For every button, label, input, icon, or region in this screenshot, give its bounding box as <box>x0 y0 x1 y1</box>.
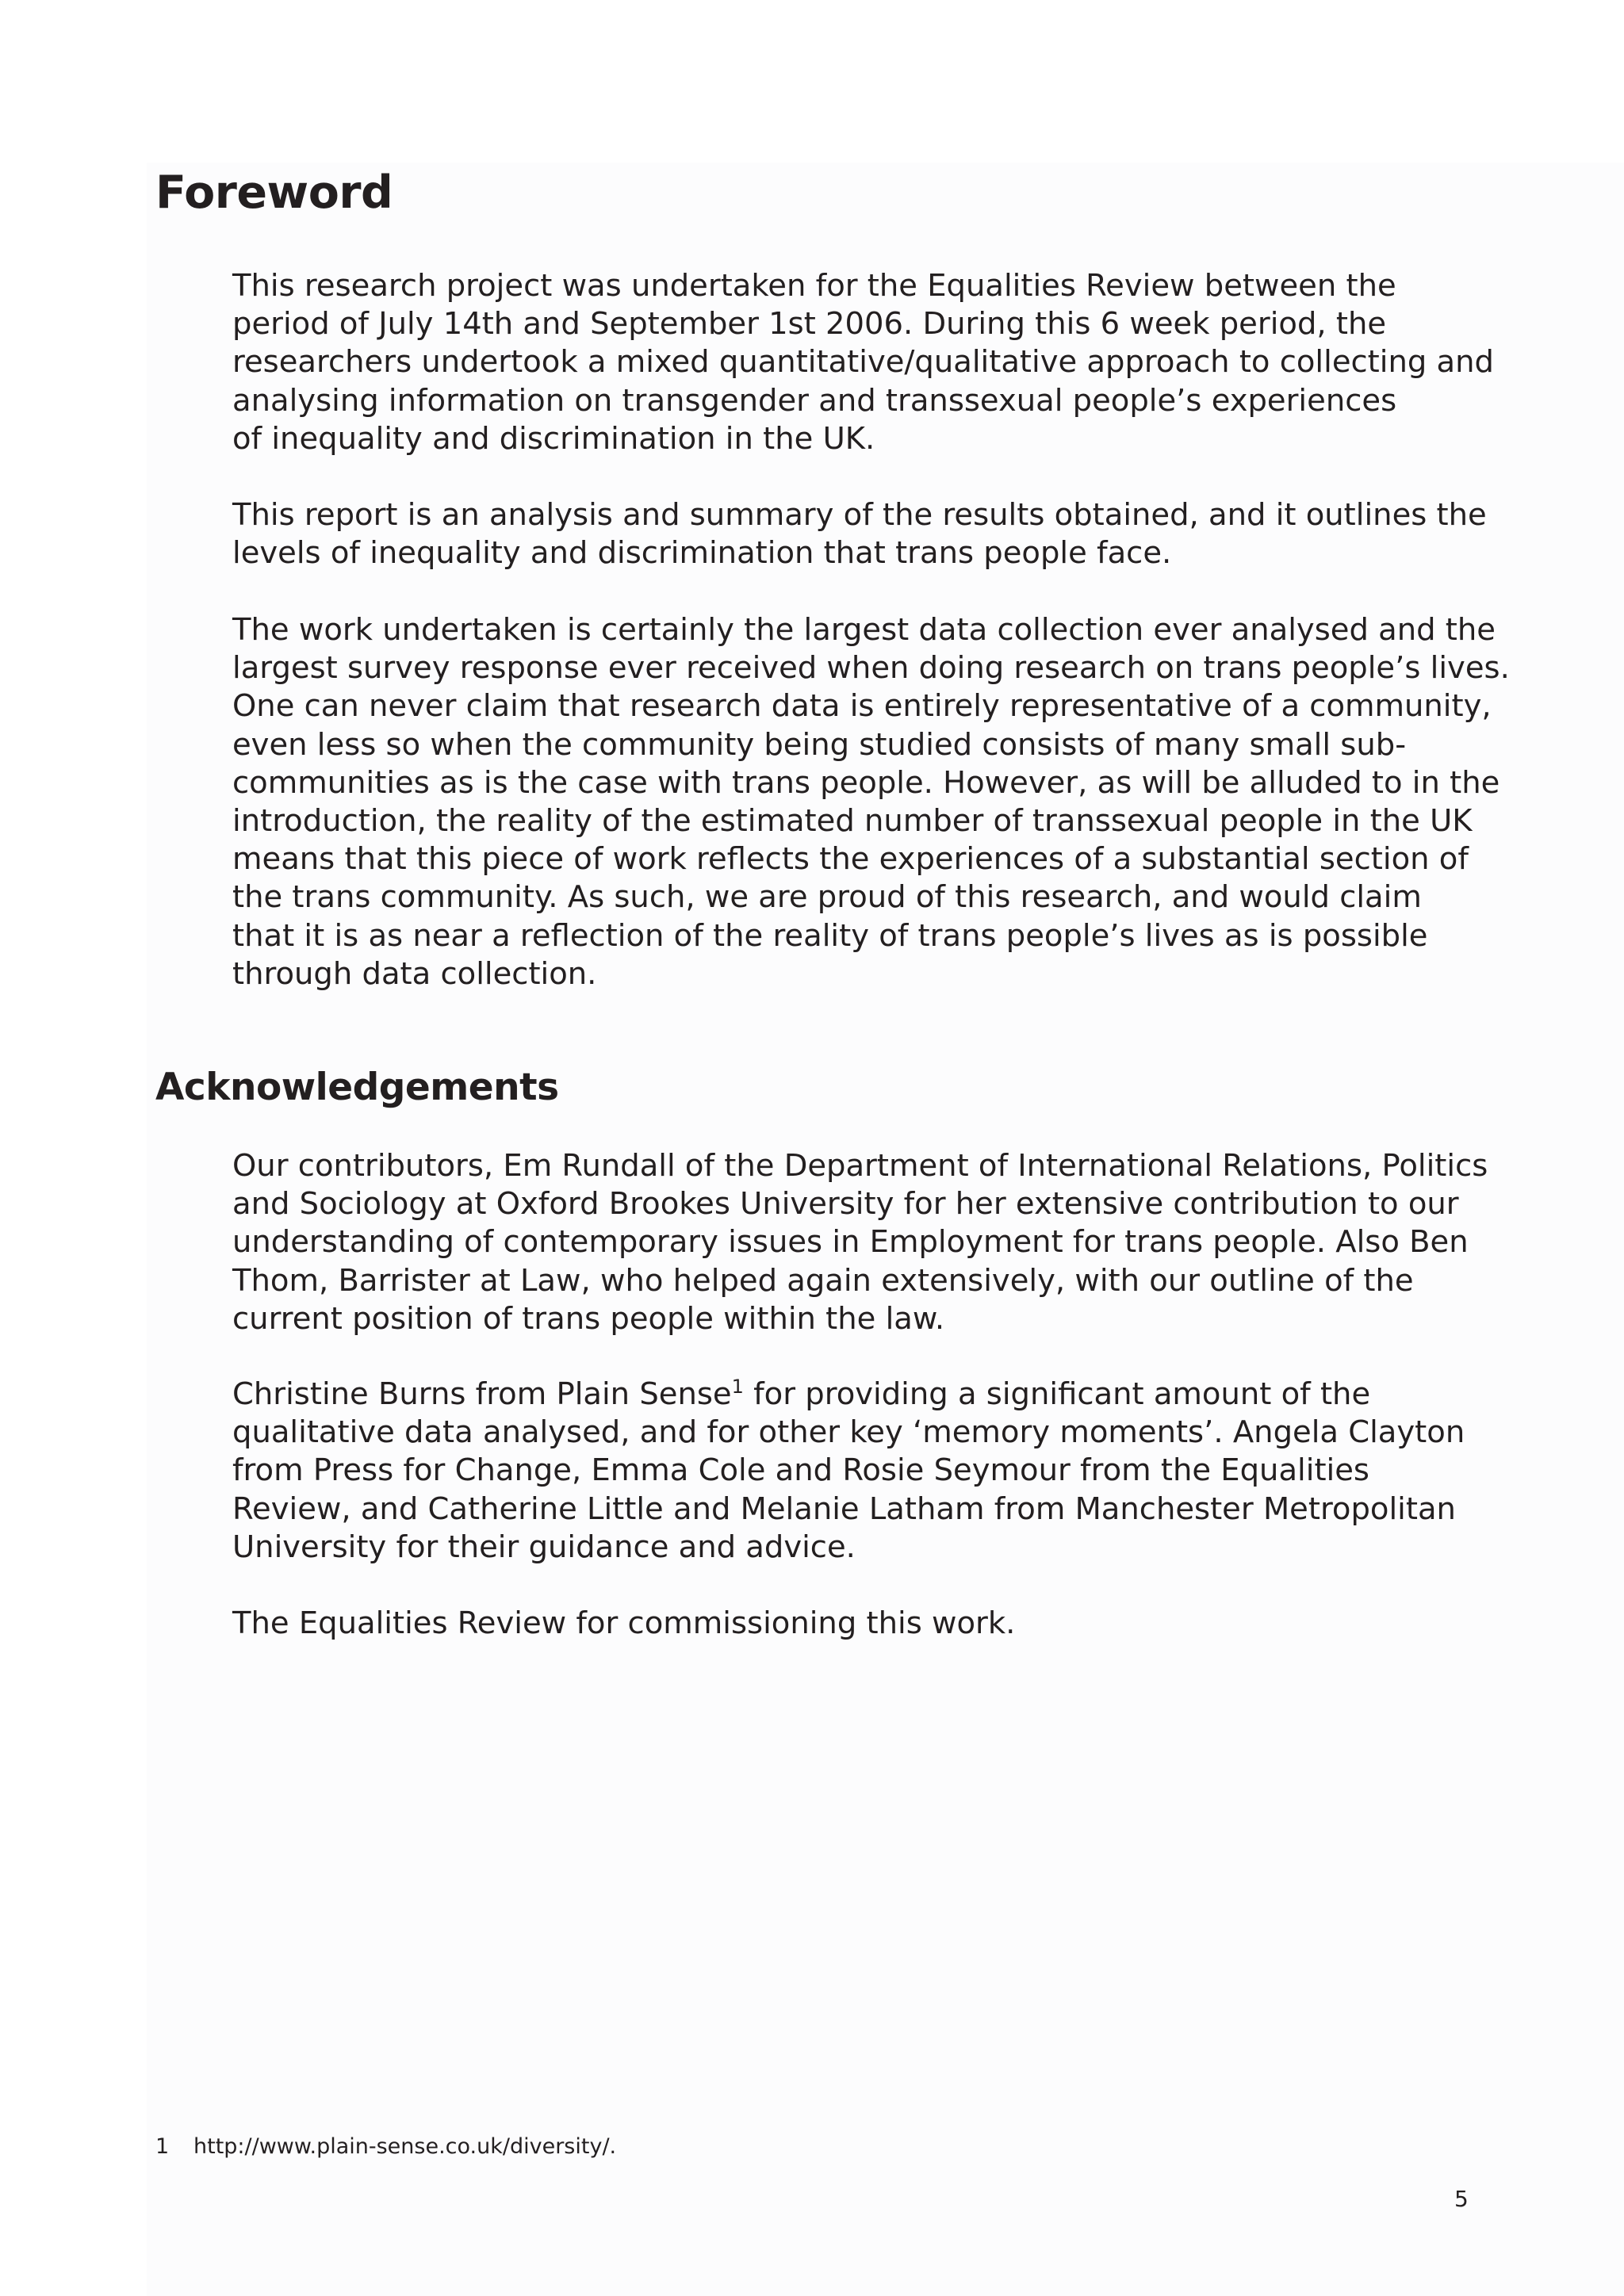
footnote-number: 1 <box>155 2134 170 2159</box>
text-line: The Equalities Review for commissioning this work. <box>232 1605 1016 1641</box>
text-line: the trans community. As such, we are proud of this research, and would claim <box>232 879 1422 916</box>
foreword-paragraph-1 <box>232 267 1494 458</box>
text-line: Review, and Catherine Little and Melanie Latham from Manchester Metropolitan <box>232 1490 1456 1527</box>
text-line: that it is as near a reflection of the reality of trans people’s lives as is possible <box>232 917 1428 954</box>
text-line: period of July 14th and September 1st 2006. During this 6 week period, the <box>232 306 1387 342</box>
text-line: even less so when the community being studied consists of many small sub- <box>232 726 1407 763</box>
text-line: The work undertaken is certainly the largest data collection ever analysed and the <box>232 612 1496 648</box>
footnote <box>155 2133 616 2161</box>
text-line: levels of inequality and discrimination that trans people face. <box>232 535 1172 572</box>
foreword-paragraph-2 <box>232 496 1487 572</box>
foreword-paragraph-3 <box>232 611 1510 993</box>
acknowledgements-heading: Acknowledgements <box>155 1066 559 1109</box>
text-line: analysing information on transgender and transsexual people’s experiences <box>232 382 1397 419</box>
text-line: and Sociology at Oxford Brookes University for her extensive contribution to our <box>232 1186 1459 1223</box>
text-line: current position of trans people within the law. <box>232 1300 945 1337</box>
text-line: One can never claim that research data is entirely representative of a community, <box>232 688 1492 725</box>
text-segment: Christine Burns from Plain Sense <box>232 1376 732 1412</box>
text-line: communities as is the case with trans people. However, as will be alluded to in the <box>232 764 1500 801</box>
text-line: Our contributors, Em Rundall of the Department of International Relations, Politics <box>232 1148 1488 1184</box>
foreword-heading: Foreword <box>155 166 393 219</box>
acknowledgements-paragraph-2 <box>232 1376 1465 1567</box>
text-line: Thom, Barrister at Law, who helped again extensively, with our outline of the <box>232 1262 1414 1299</box>
text-line: means that this piece of work reflects the experiences of a substantial section of <box>232 841 1469 878</box>
page-number: 5 <box>1454 2186 1469 2212</box>
footnote-link[interactable]: http://www.plain-sense.co.uk/diversity/. <box>193 2134 617 2159</box>
text-line: introduction, the reality of the estimated number of transsexual people in the UK <box>232 803 1473 840</box>
text-line: of inequality and discrimination in the UK. <box>232 420 875 457</box>
text-line: researchers undertook a mixed quantitative/qualitative approach to collecting and <box>232 344 1494 381</box>
acknowledgements-paragraph-1 <box>232 1147 1488 1338</box>
text-line: This research project was undertaken for the Equalities Review between the <box>232 268 1396 304</box>
text-segment: for providing a significant amount of the <box>743 1376 1371 1412</box>
text-line: qualitative data analysed, and for other key ‘memory moments’. Angela Clayton <box>232 1414 1465 1451</box>
acknowledgements-paragraph-3 <box>232 1605 1422 1643</box>
text-line: through data collection. <box>232 955 597 992</box>
text-line: from Press for Change, Emma Cole and Rosie Seymour from the Equalities <box>232 1452 1369 1489</box>
text-line <box>232 1376 1422 1414</box>
text-line: understanding of contemporary issues in Employment for trans people. Also Ben <box>232 1224 1469 1261</box>
footnote-reference[interactable]: 1 <box>731 1376 744 1398</box>
text-line: This report is an analysis and summary of the results obtained, and it outlines the <box>232 497 1487 533</box>
text-line: largest survey response ever received when doing research on trans people’s lives. <box>232 650 1510 687</box>
text-line: University for their guidance and advice. <box>232 1529 856 1565</box>
